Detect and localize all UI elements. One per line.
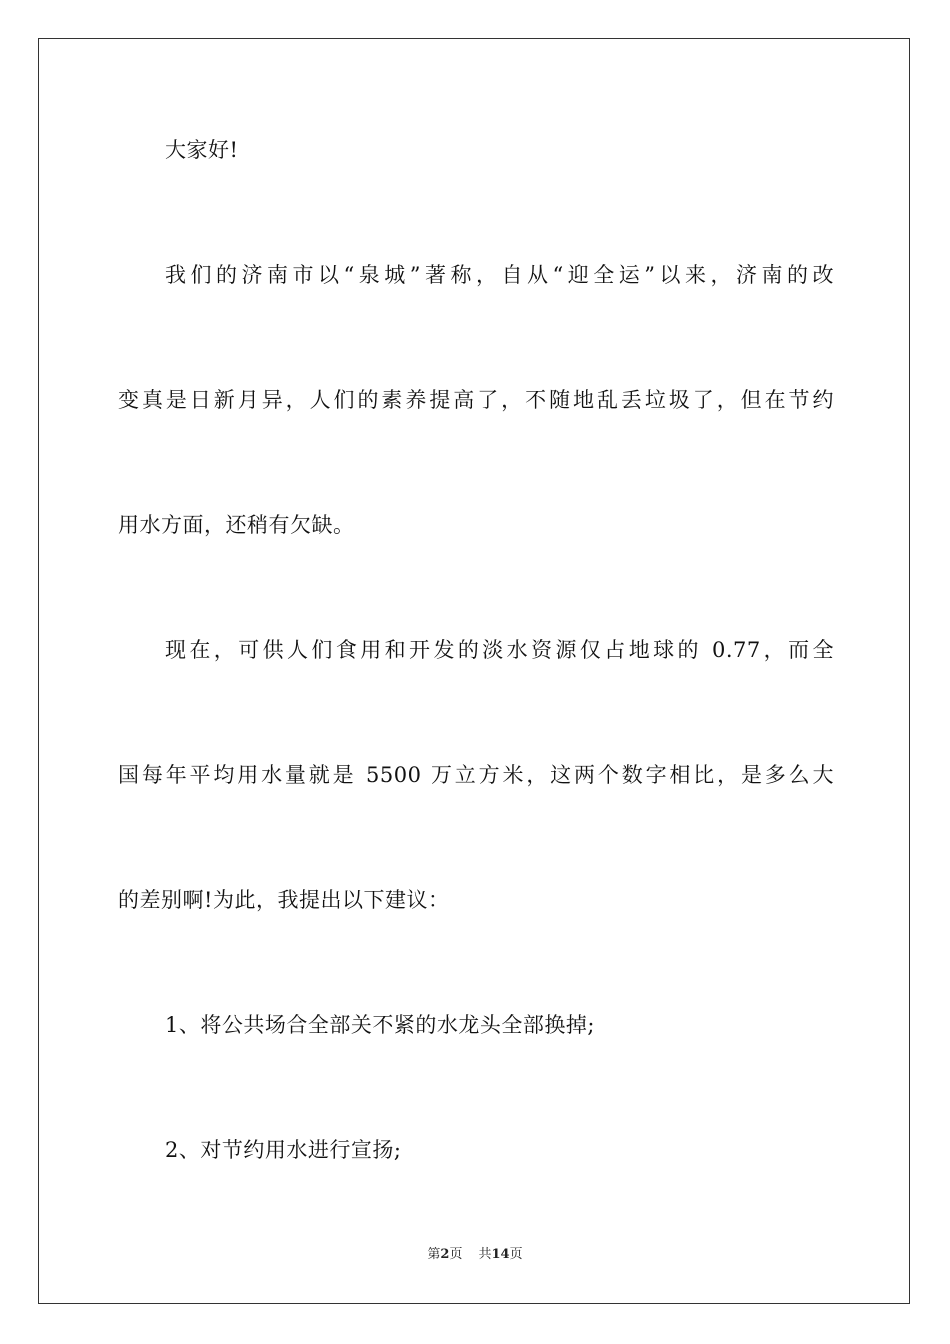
page-total-prefix: 共 [478, 1247, 492, 1262]
page-total-suffix: 页 [509, 1247, 523, 1262]
paragraph-line: 现在，可供人们食用和开发的淡水资源仅占地球的 0.77，而全 [165, 638, 834, 662]
page-number-prefix: 第 [427, 1247, 441, 1262]
page-number-suffix: 页 [449, 1247, 463, 1262]
paragraph-line: 国每年平均用水量就是 5500 万立方米，这两个数字相比，是多么大 [118, 763, 834, 787]
paragraph-line: 我们的济南市以“泉城”著称，自从“迎全运”以来，济南的改 [165, 263, 834, 287]
paragraph-line: 用水方面，还稍有欠缺。 [118, 513, 355, 537]
paragraph-line: 变真是日新月异，人们的素养提高了，不随地乱丢垃圾了，但在节约 [118, 388, 834, 412]
list-item: 2、对节约用水进行宣扬; [165, 1138, 402, 1162]
page-footer [0, 1246, 950, 1264]
paragraph-line: 的差别啊!为此，我提出以下建议： [118, 888, 450, 912]
list-item: 1、将公共场合全部关不紧的水龙头全部换掉; [165, 1013, 595, 1037]
page-total-count: 14 [491, 1247, 510, 1262]
page-number-current: 2 [440, 1247, 450, 1262]
paragraph-line-greeting: 大家好! [165, 138, 239, 162]
page-border [38, 38, 910, 1304]
